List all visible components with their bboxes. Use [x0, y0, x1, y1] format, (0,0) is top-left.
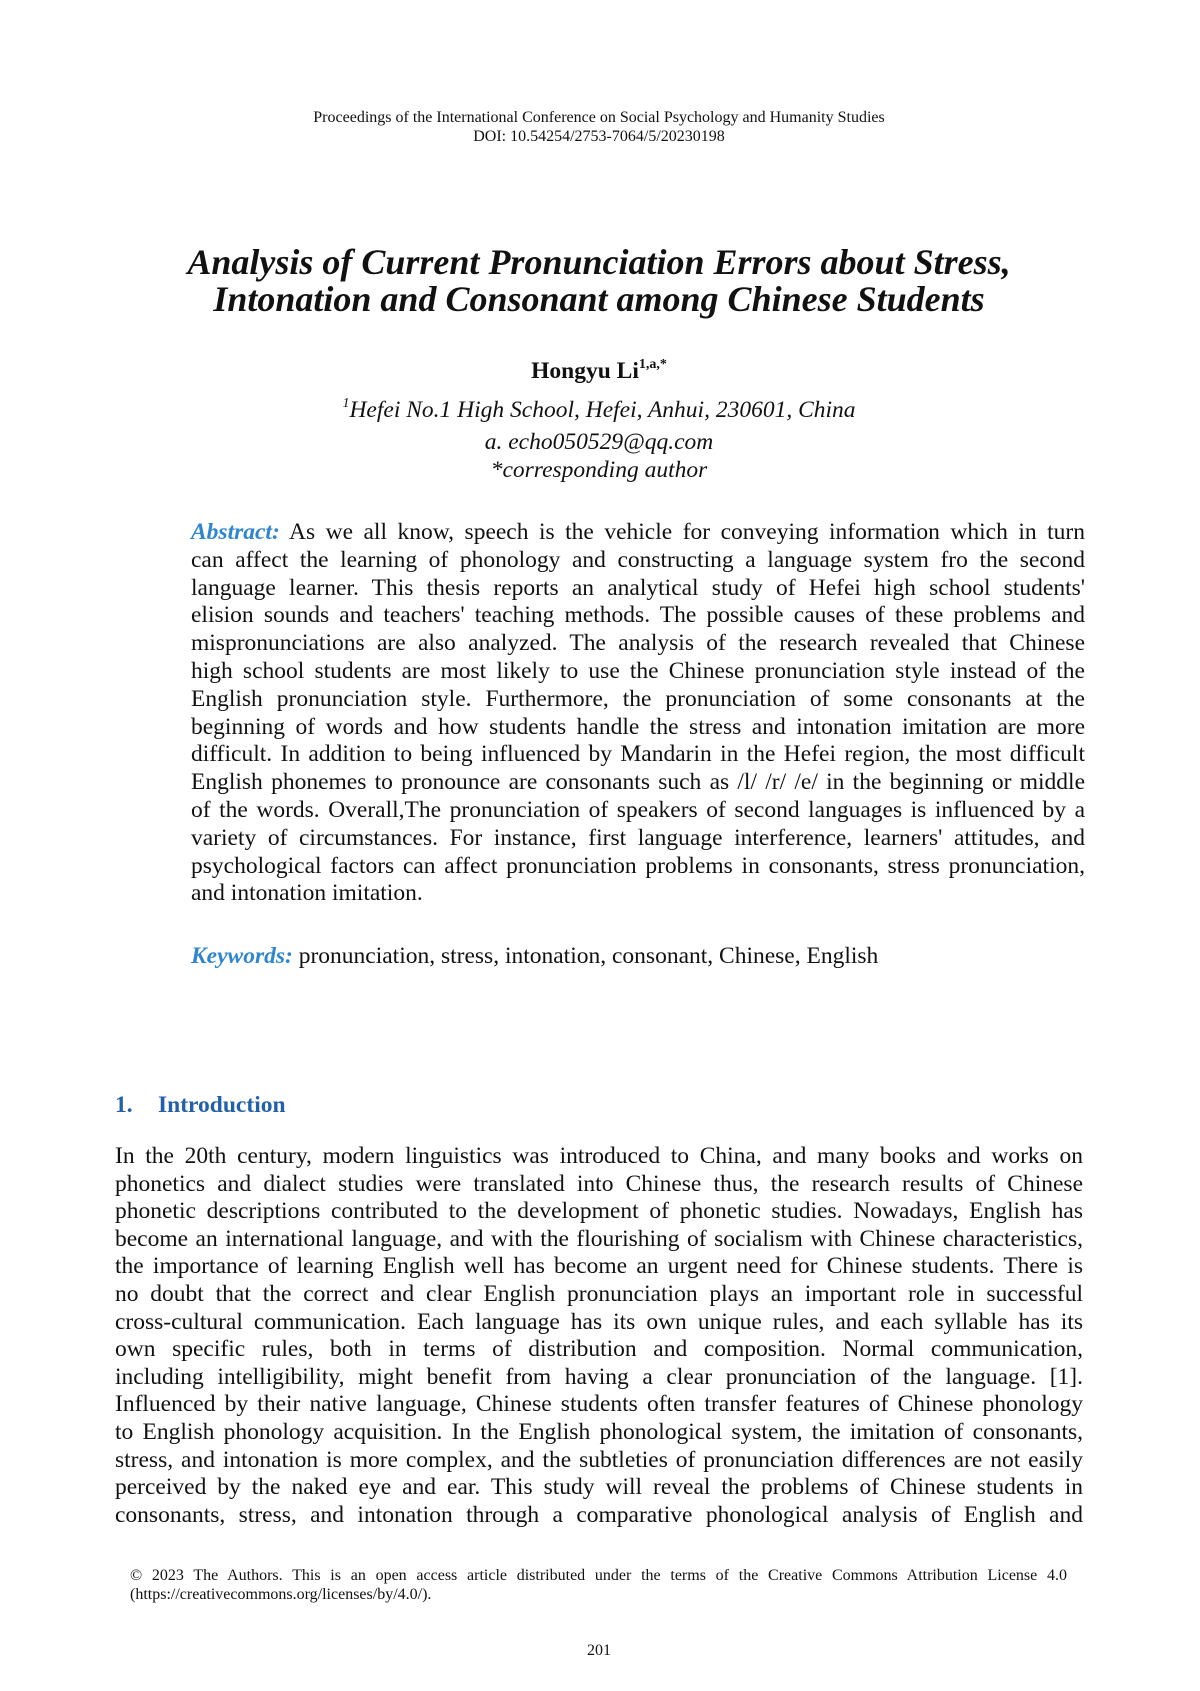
- abstract-line: [191, 519, 1085, 547]
- abstract-line-text: As we all know, speech is the vehicle for conveying information which in turn: [288, 519, 1085, 545]
- corresponding-author-note: *corresponding author: [490, 457, 708, 483]
- introduction-paragraph: [115, 1143, 1083, 1529]
- abstract-line: psychological factors can affect pronunciation problems in consonants, stress pronunciation,: [191, 852, 1085, 879]
- section-title: Introduction: [158, 1092, 286, 1118]
- abstract-line: beginning of words and how students handle the stress and intonation imitation are more: [191, 713, 1085, 740]
- paragraph-line: In the 20th century, modern linguistics was introduced to China, and many books and works on: [115, 1143, 1083, 1169]
- affiliation-line: [115, 396, 1083, 428]
- abstract: [191, 519, 1085, 908]
- paragraph-line: no doubt that the correct and clear English pronunciation plays an important role in successful: [115, 1280, 1083, 1307]
- keywords-label: Keywords:: [191, 943, 293, 969]
- paragraph-line: the importance of learning English well has become an urgent need for Chinese students. There is: [115, 1253, 1083, 1280]
- author-superscript: 1,a,*: [638, 357, 667, 372]
- author-line: [115, 357, 1083, 389]
- paragraph-line: cross-cultural communication. Each language has its own unique rules, and each syllable has its: [115, 1308, 1083, 1335]
- keywords: [191, 942, 1085, 970]
- abstract-line: variety of circumstances. For instance, first language interference, learners' attitudes, and: [191, 824, 1085, 851]
- journal-name: Proceedings of the International Conference on Social Psychology and Humanity Studies: [313, 109, 885, 126]
- paragraph-line: perceived by the naked eye and ear. This study will reveal the problems of Chinese students in: [115, 1474, 1083, 1501]
- license-url[interactable]: (https://creativecommons.org/licenses/by/4.0/).: [130, 1586, 432, 1603]
- author-name: Hongyu Li: [531, 358, 639, 384]
- section-heading: [115, 1091, 1083, 1119]
- abstract-line: English phonemes to pronounce are consonants such as /l/ /r/ /e/ in the beginning or middle: [191, 769, 1085, 796]
- section-number: 1.: [115, 1092, 133, 1118]
- keywords-text: pronunciation, stress, intonation, consonant, Chinese, English: [298, 943, 879, 969]
- paragraph-line: Influenced by their native language, Chinese students often transfer features of Chinese phonology: [115, 1391, 1083, 1418]
- title-line: Analysis of Current Pronunciation Errors about Stress,: [187, 242, 1011, 282]
- abstract-line: can affect the learning of phonology and constructing a language system fro the second: [191, 546, 1085, 573]
- abstract-label: Abstract:: [191, 519, 280, 545]
- affiliation-text: Hefei No.1 High School, Hefei, Anhui, 230601, China: [349, 397, 856, 423]
- license-line: © 2023 The Authors. This is an open access article distributed under the terms of the Creative Commons Attribution License 4.0: [130, 1567, 1067, 1584]
- license-note: [130, 1566, 1067, 1604]
- author-email[interactable]: a. echo050529@qq.com: [484, 429, 714, 455]
- paragraph-line: consonants, stress, and intonation through a comparative phonological analysis of English and: [115, 1501, 1083, 1528]
- affiliation-superscript: 1: [342, 396, 350, 411]
- paragraph-line: own specific rules, both in terms of distribution and composition. Normal communication,: [115, 1336, 1083, 1363]
- paragraph-line: stress, and intonation is more complex, and the subtleties of pronunciation differences are not easily: [115, 1446, 1083, 1473]
- abstract-line: high school students are most likely to use the Chinese pronunciation style instead of the: [191, 657, 1085, 684]
- page-number: 201: [587, 1642, 611, 1659]
- title-line: Intonation and Consonant among Chinese Students: [213, 279, 985, 319]
- paragraph-line: including intelligibility, might benefit from having a clear pronunciation of the language. [1].: [115, 1363, 1083, 1390]
- abstract-line: and intonation imitation.: [191, 880, 423, 907]
- affiliation-block: [115, 396, 1083, 484]
- paragraph-line: phonetics and dialect studies were translated into Chinese thus, the research results of Chinese: [115, 1170, 1083, 1197]
- running-header: [115, 108, 1083, 146]
- abstract-line: elision sounds and teachers' teaching methods. The possible causes of these problems and: [191, 602, 1085, 629]
- paragraph-line: phonetic descriptions contributed to the development of phonetic studies. Nowadays, English has: [115, 1198, 1083, 1225]
- abstract-line: mispronunciations are also analyzed. The analysis of the research revealed that Chinese: [191, 630, 1085, 657]
- paragraph-line: to English phonology acquisition. In the English phonological system, the imitation of consonants,: [115, 1418, 1083, 1445]
- abstract-line: English pronunciation style. Furthermore, the pronunciation of some consonants at the: [191, 685, 1085, 712]
- abstract-line: language learner. This thesis reports an analytical study of Hefei high school students': [191, 574, 1085, 601]
- paper-title: [115, 244, 1083, 318]
- doi: DOI: 10.54254/2753-7064/5/20230198: [473, 128, 725, 145]
- abstract-line: difficult. In addition to being influenced by Mandarin in the Hefei region, the most difficult: [191, 741, 1085, 768]
- abstract-line: of the words. Overall,The pronunciation of speakers of second languages is influenced by a: [191, 796, 1085, 823]
- paragraph-line: become an international language, and with the flourishing of socialism with Chinese characteristics,: [115, 1225, 1083, 1252]
